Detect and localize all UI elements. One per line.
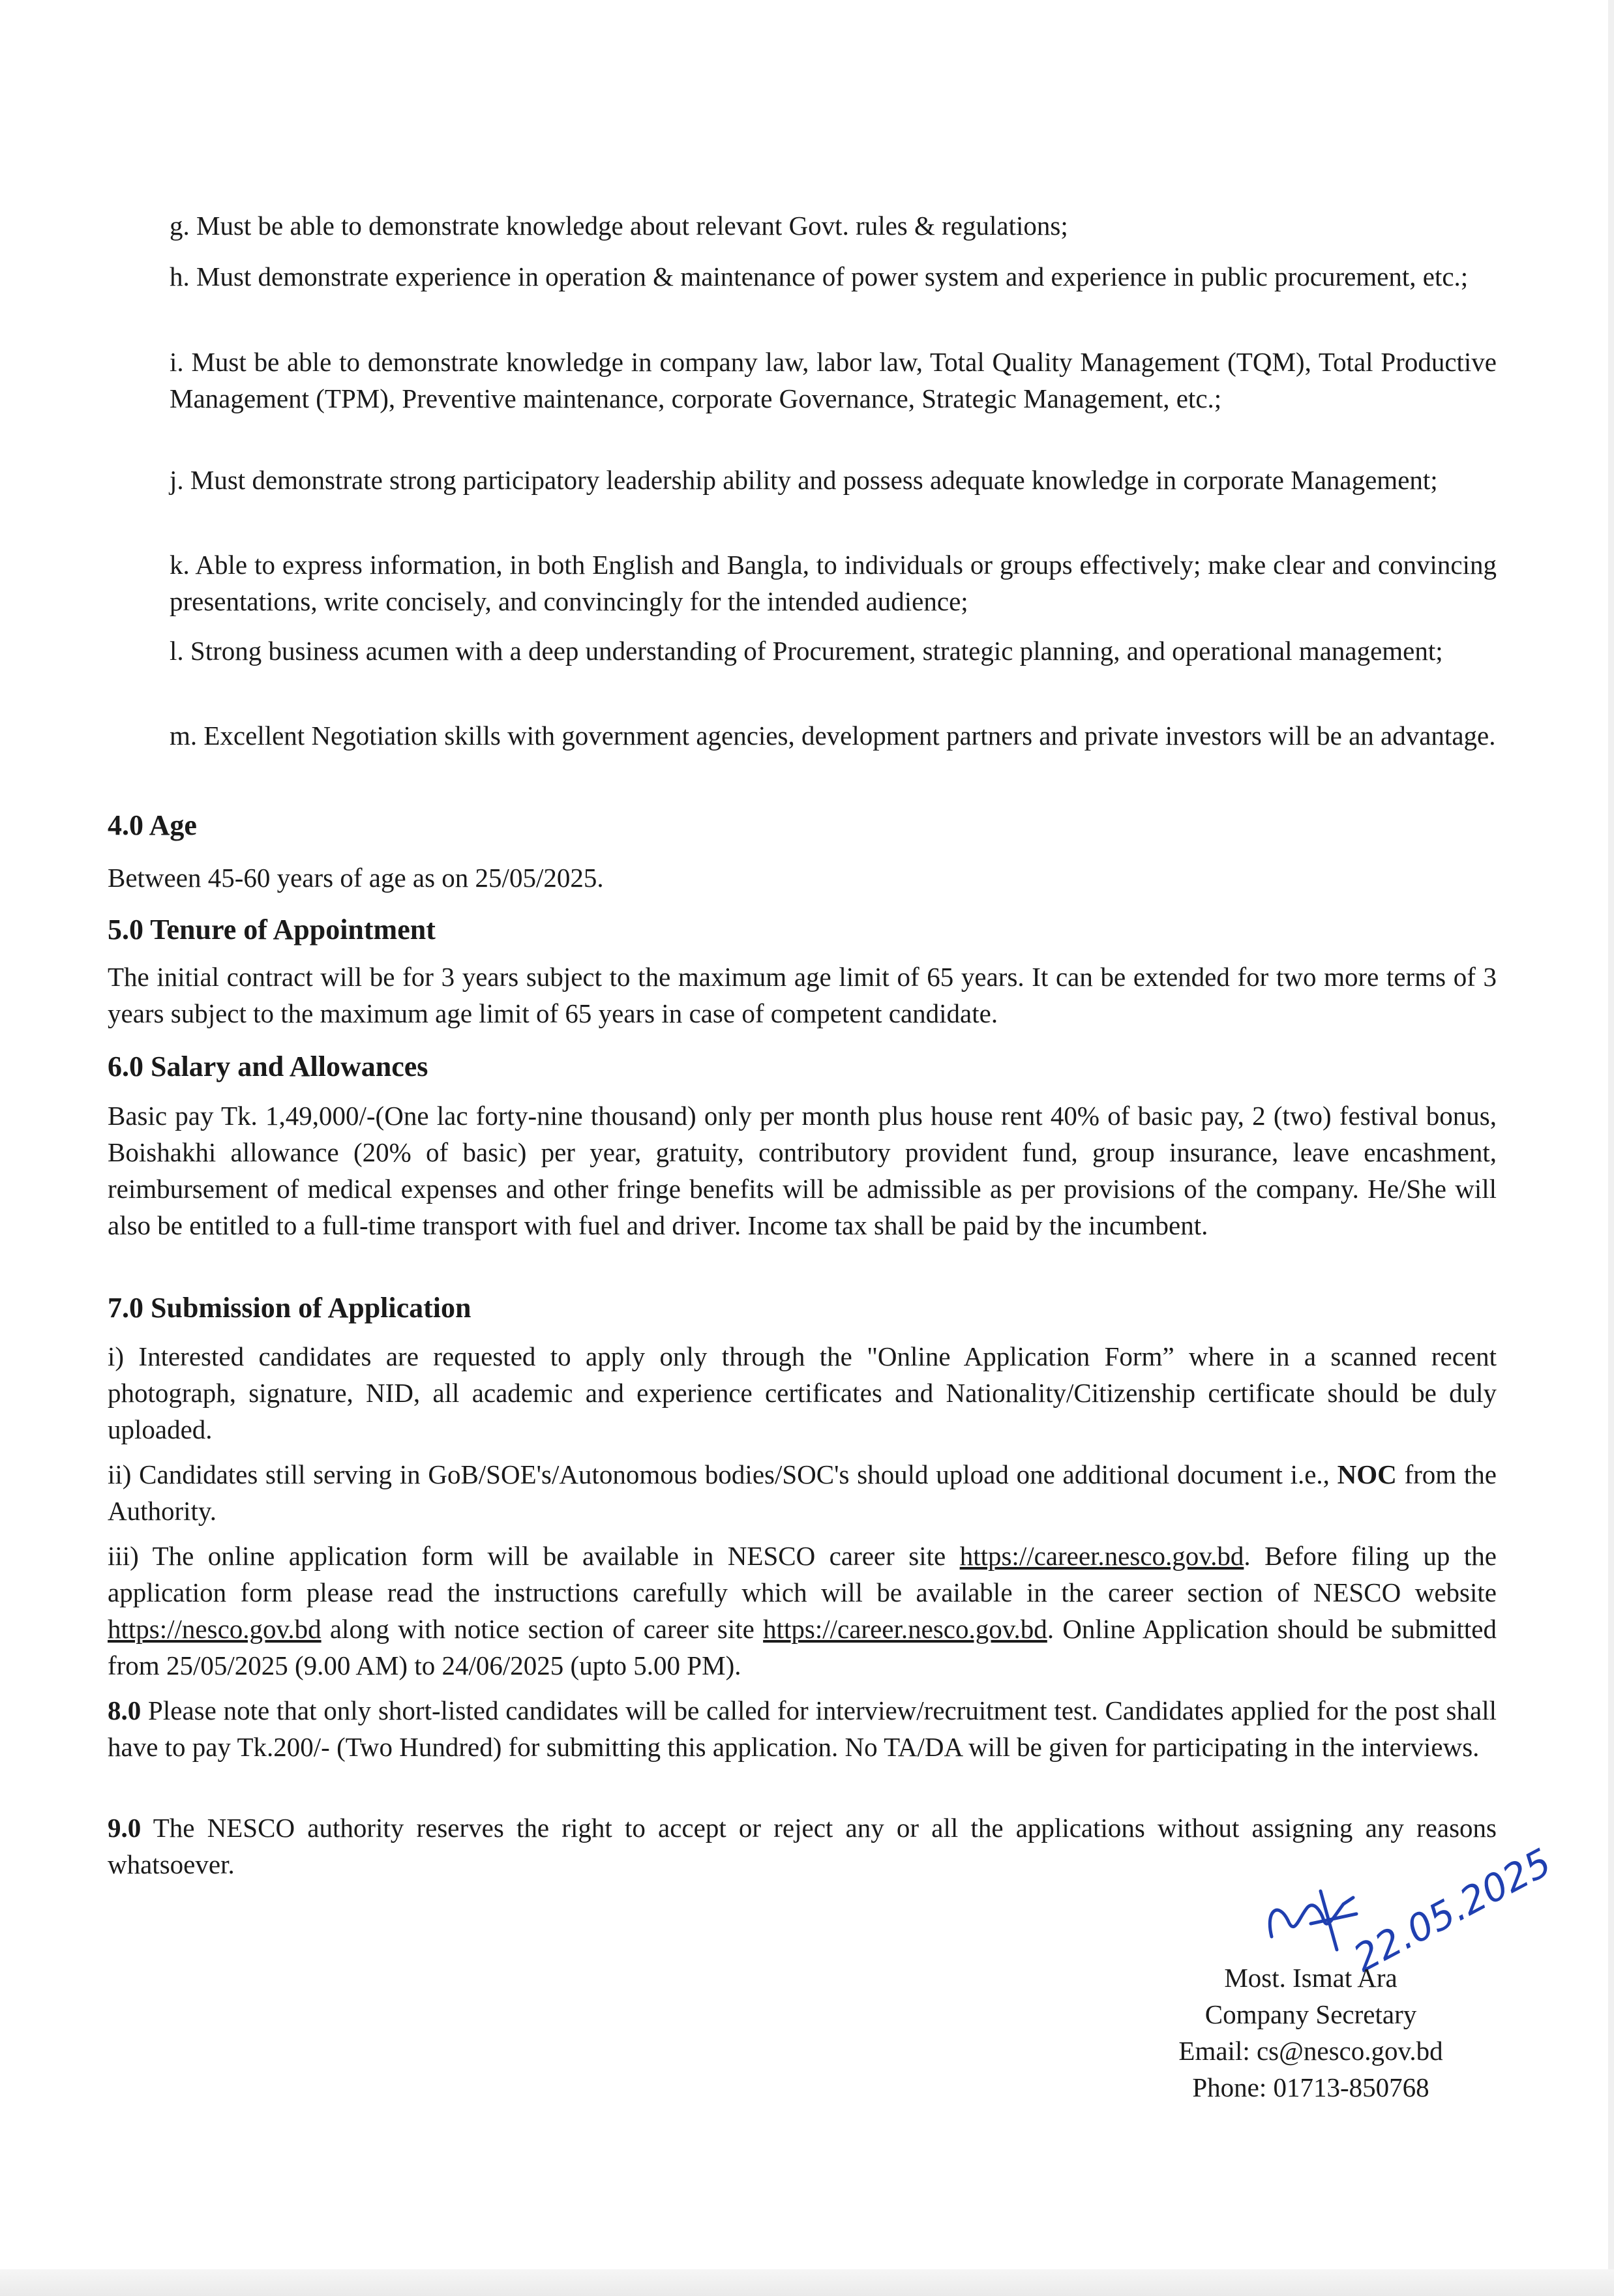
- age-heading: 4.0 Age: [108, 809, 197, 841]
- scan-edge-bottom: [0, 2269, 1614, 2296]
- submission-item-iii-text-a: iii) The online application form will be available in NESCO career site: [108, 1541, 960, 1571]
- salary-text: Basic pay Tk. 1,49,000/-(One lac forty-nine thousand) only per month plus house rent 40% of basic pay, 2 (two) festival bonus, Boishakhi allowance (20% of basic) per year, gratuity, contributory provident fund, group insurance, leave encashment, reimbursement of medical expenses and other fringe benefits will be admissible as per provisions of the company. He/She will also be entitled to a full-time transport with fuel and driver. Income tax shall be paid by the incumbent.: [108, 1101, 1497, 1240]
- submission-item-iii-text-d: . Online Application should be submitted from 25/05/2025 (9.00 AM) to 24/06/2025 (upto 5.00 PM).: [108, 1614, 1497, 1680]
- submission-item-i: i) Interested candidates are requested to apply only through the "Online Application Form” where in a scanned recent photograph, signature, NID, all academic and experience certificates and Nationality/Citizenship certificate should be duly uploaded.: [108, 1341, 1497, 1444]
- submission-item-ii-end: from the Authority.: [108, 1459, 1497, 1526]
- requirement-g: g. Must be able to demonstrate knowledge about relevant Govt. rules & regulations;: [170, 211, 1068, 241]
- submission-item-ii: [108, 1456, 1497, 1529]
- note-8-number: 8.0: [108, 1695, 142, 1725]
- requirement-l: l. Strong business acumen with a deep understanding of Procurement, strategic planning, and operational management;: [170, 636, 1443, 666]
- requirement-j: j. Must demonstrate strong participatory leadership ability and possess adequate knowledge in corporate Management;: [170, 465, 1438, 495]
- signatory-phone: Phone: 01713-850768: [1192, 2072, 1429, 2102]
- submission-item-iii: [108, 1538, 1497, 1684]
- note-8-text: Please note that only short-listed candidates will be called for interview/recruitment test. Candidates applied for the post shall have to pay Tk.200/- (Two Hundred) for submitting this application. No TA/DA will be given for participating in the interviews.: [108, 1695, 1497, 1762]
- age-text: Between 45-60 years of age as on 25/05/2025.: [108, 863, 604, 893]
- handwritten-signature: [1259, 1839, 1559, 1981]
- submission-heading: 7.0 Submission of Application: [108, 1292, 471, 1324]
- requirement-h: h. Must demonstrate experience in operation & maintenance of power system and experience in public procurement, etc.;: [170, 261, 1469, 291]
- handwritten-date: 22.05.2025: [1346, 1840, 1559, 1981]
- note-8: [108, 1692, 1497, 1765]
- noc-label: NOC: [1337, 1459, 1397, 1489]
- requirement-m: m. Excellent Negotiation skills with government agencies, development partners and private investors will be an advantage.: [170, 721, 1496, 751]
- requirement-i: i. Must be able to demonstrate knowledge in company law, labor law, Total Quality Management (TQM), Total Productive Management (TPM), Preventive maintenance, corporate Governance, Strategic Management, etc.;: [170, 347, 1497, 413]
- signatory-name: Most. Ismat Ara: [1224, 1963, 1397, 1993]
- career-site-link[interactable]: https://career.nesco.gov.bd: [959, 1541, 1244, 1571]
- signatory-block: [1135, 1960, 1487, 2106]
- tenure-text: The initial contract will be for 3 years subject to the maximum age limit of 65 years. It can be extended for two more terms of 3 years subject to the maximum age limit of 65 years in case of competent candidate.: [108, 962, 1497, 1028]
- submission-item-iii-text-b: . Before filing up the application form please read the instructions carefully which will be available in the career section of NESCO website: [108, 1541, 1497, 1607]
- scan-edge-right: [1608, 0, 1614, 2296]
- signatory-email: Email: cs@nesco.gov.bd: [1178, 2036, 1443, 2066]
- note-9-number: 9.0: [108, 1813, 142, 1843]
- submission-item-iii-text-c: along with notice section of career site: [321, 1614, 764, 1644]
- note-9-text: The NESCO authority reserves the right to accept or reject any or all the applications without assigning any reasons whatsoever.: [108, 1813, 1497, 1879]
- salary-heading: 6.0 Salary and Allowances: [108, 1051, 428, 1082]
- signatory-title: Company Secretary: [1204, 1999, 1417, 2029]
- tenure-heading: 5.0 Tenure of Appointment: [108, 914, 436, 946]
- submission-item-ii-text: ii) Candidates still serving in GoB/SOE's/Autonomous bodies/SOC's should upload one additional document i.e.,: [108, 1459, 1338, 1489]
- nesco-website-link[interactable]: https://nesco.gov.bd: [108, 1614, 321, 1644]
- career-site-link-2[interactable]: https://career.nesco.gov.bd: [763, 1614, 1047, 1644]
- requirement-k: k. Able to express information, in both English and Bangla, to individuals or groups effectively; make clear and convincing presentations, write concisely, and convincingly for the intended audience;: [170, 550, 1497, 616]
